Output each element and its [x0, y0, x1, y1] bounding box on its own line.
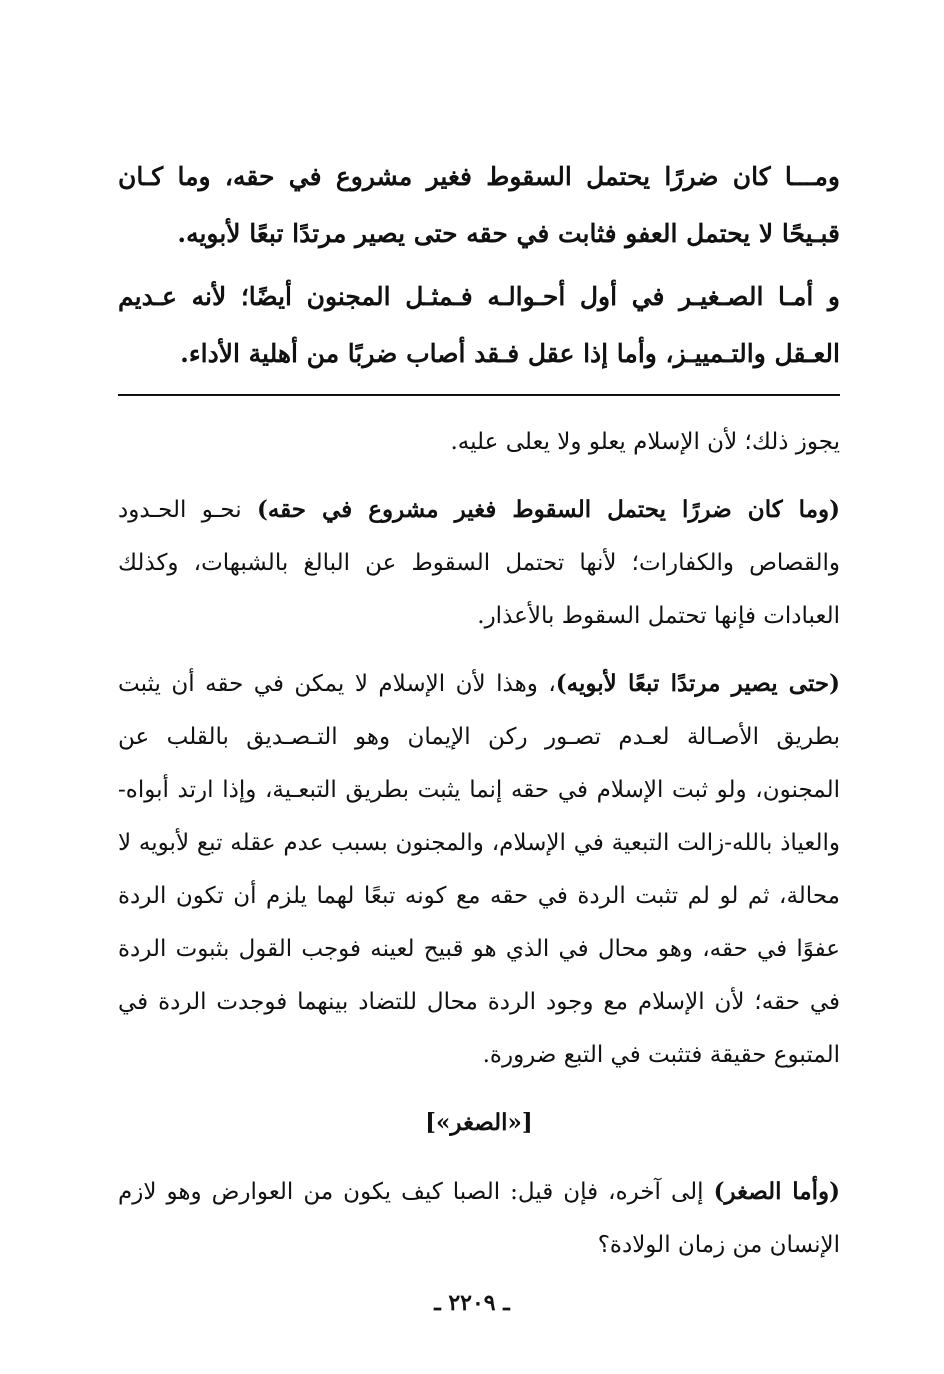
sharh-paragraph-3: [118, 657, 840, 1082]
matn-paragraph-1: ومـــا كان ضررًا يحتمل السقوط فغير مشروع في حقه، وما كـان قبـيحًا لا يحتمل العفو فثابت في حقه حتى يصير مرتدًا تبعًا لأبويه.: [118, 162, 840, 248]
matn-quote: (وأما الصغر): [713, 1178, 841, 1205]
sharh-paragraph-1: يجوز ذلك؛ لأن الإسلام يعلو ولا يعلى عليه.: [450, 429, 840, 455]
commentary-text: ، وهذا لأن الإسلام لا يمكن في حقه أن يثبت بطريق الأصـالة لعـدم تصـور ركن الإيمان وهو التـصـديق بالقلب عن المجنون، ولو ثبت الإسلام في حقه إنما يثبت بطريق التبعـية، وإذا ارتد أبواه-والعياذ بالله-زالت التبعية في الإسلام، والمجنون بسبب عدم عقله تبع لأبويه لا محالة، ثم لو لم تثبت الردة في حقه مع كونه تبعًا لهما يلزم أن تكون الردة عفوًا في حقه، وهو محال في الذي هو قبيح لعينه فوجب القول بثبوت الردة في حقه؛ لأن الإسلام مع وجود الردة محال للتضاد بينهما فوجدت الردة في المتبوع حقيقة فتثبت في التبع ضرورة.: [118, 671, 840, 1068]
separator-line: [118, 394, 840, 396]
sharh-paragraph-2: [118, 483, 840, 643]
matn-paragraph-2: و أمـا الصـغيـر في أول أحـوالـه فـمثـل المجنون أيضًا؛ لأنه عـديم العـقل والتـمييـز، وأما إذا عقل فـقد أصاب ضربًا من أهلية الأداء.: [118, 282, 840, 368]
commentary-text: نحـو الحـدود والقصاص والكفارات؛ لأنها تحتمل السقوط عن البالغ بالشبهات، وكذلك العبادات فإنها تحتمل السقوط بالأعذار.: [118, 497, 840, 629]
matn-quote: (حتى يصير مرتدًا تبعًا لأبويه): [555, 670, 840, 697]
commentary-text: إلى آخره، فإن قيل: الصبا كيف يكون من العوارض وهو لازم الإنسان من زمان الولادة؟: [118, 1179, 840, 1258]
matn-section: [118, 148, 840, 382]
page-number: ـ ٢٢٠٩ ـ: [434, 1290, 510, 1316]
sharh-paragraph-4: [118, 1165, 840, 1272]
page-body: [118, 148, 840, 1286]
section-heading: [«الصغر»]: [425, 1109, 533, 1136]
sharh-section: [118, 416, 840, 1272]
matn-quote: (وما كان ضررًا يحتمل السقوط فغير مشروع في حقه): [256, 496, 840, 523]
